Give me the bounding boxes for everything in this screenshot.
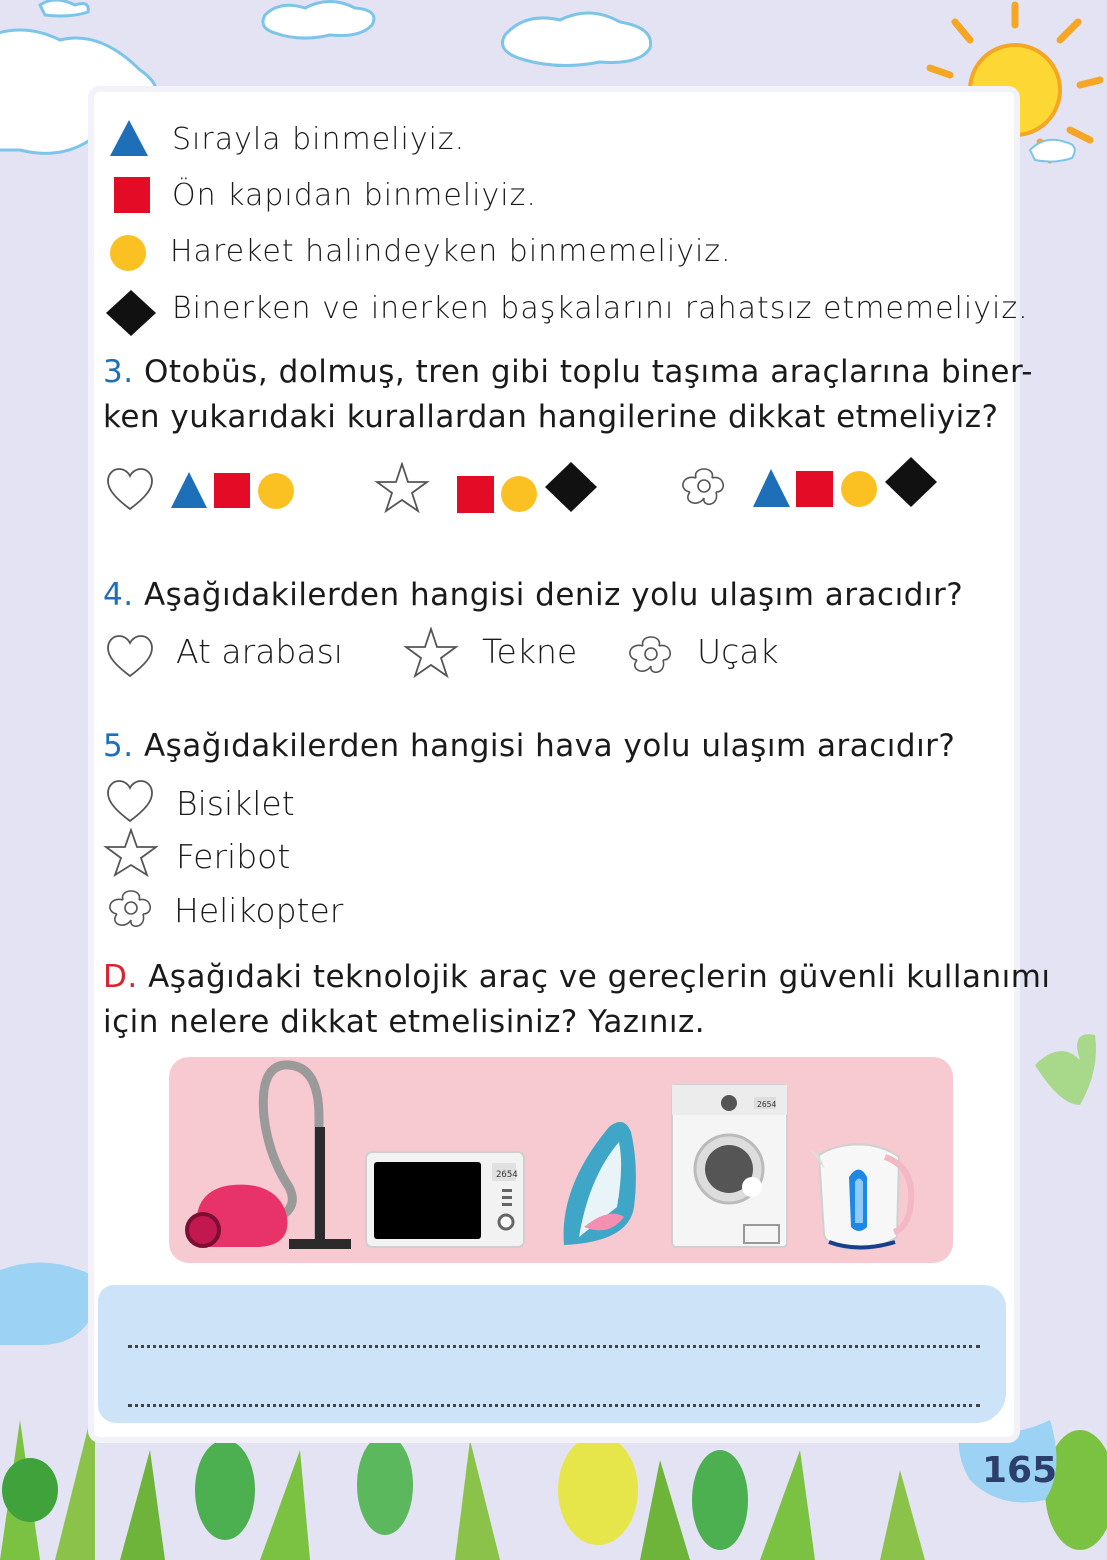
question-4-number: 4.	[103, 577, 134, 613]
microwave-icon	[366, 1152, 524, 1247]
question-4-text: 4. Aşağıdakilerden hangisi deniz yolu ulaşım aracıdır?	[103, 577, 964, 613]
circle-shape-icon	[108, 233, 150, 275]
q4-option-a: At arabası	[176, 632, 343, 671]
page-number: 165	[982, 1450, 1058, 1491]
heart-icon[interactable]	[106, 467, 154, 513]
rule-3-text: Hareket halindeyken binmemeliyiz.	[170, 234, 732, 269]
q5-option-c: Helikopter	[174, 891, 344, 930]
heart-icon[interactable]	[106, 634, 154, 680]
rule-2-text: Ön kapıdan binmeliyiz.	[172, 178, 537, 213]
question-5-number: 5.	[103, 728, 134, 764]
diamond-shape-icon	[104, 288, 160, 338]
section-d-letter: D.	[103, 959, 138, 995]
q3-option-c-shapes	[752, 455, 942, 511]
section-d-line-2: için nelere dikkat etmelisiniz? Yazınız.	[103, 1004, 706, 1040]
q4-option-c: Uçak	[697, 632, 779, 671]
star-icon[interactable]	[103, 828, 159, 878]
rule-1-text: Sırayla binmeliyiz.	[172, 122, 466, 157]
q5-option-a: Bisiklet	[176, 784, 295, 823]
vacuum-cleaner-icon	[187, 1065, 351, 1249]
answer-line-1[interactable]	[128, 1345, 980, 1348]
appliances-illustration	[169, 1057, 953, 1263]
microwave-display: 2654	[496, 1170, 518, 1180]
q3-option-b-shapes	[455, 460, 605, 516]
answer-line-2[interactable]	[128, 1404, 980, 1407]
iron-icon	[564, 1122, 636, 1245]
triangle-shape-icon	[108, 118, 158, 162]
question-3-number: 3.	[103, 354, 134, 390]
square-shape-icon	[112, 175, 152, 215]
q3-option-a-shapes	[170, 470, 300, 512]
flower-icon[interactable]	[676, 462, 732, 510]
q5-option-b: Feribot	[176, 837, 291, 876]
flower-icon[interactable]	[623, 630, 679, 678]
washer-display: 2654	[757, 1100, 777, 1109]
question-5-text: 5. Aşağıdakilerden hangisi hava yolu ulaşım aracıdır?	[103, 728, 956, 764]
question-3-line-1: 3. Otobüs, dolmuş, tren gibi toplu taşıma araçlarına biner-	[103, 354, 1033, 390]
q4-option-b: Tekne	[482, 632, 578, 671]
heart-icon[interactable]	[106, 779, 154, 825]
star-icon[interactable]	[374, 462, 430, 514]
washing-machine-icon	[672, 1085, 787, 1247]
answer-writing-area[interactable]	[98, 1285, 1006, 1423]
section-d-line-1: D. Aşağıdaki teknolojik araç ve gereçlerin güvenli kullanımı	[103, 959, 1051, 995]
rule-4-text: Binerken ve inerken başkalarını rahatsız etmemeliyiz.	[172, 291, 1029, 326]
star-icon[interactable]	[402, 627, 460, 679]
question-3-line-2: ken yukarıdaki kurallardan hangilerine dikkat etmeliyiz?	[103, 399, 999, 435]
flower-icon[interactable]	[103, 884, 159, 932]
kettle-icon	[809, 1144, 911, 1249]
